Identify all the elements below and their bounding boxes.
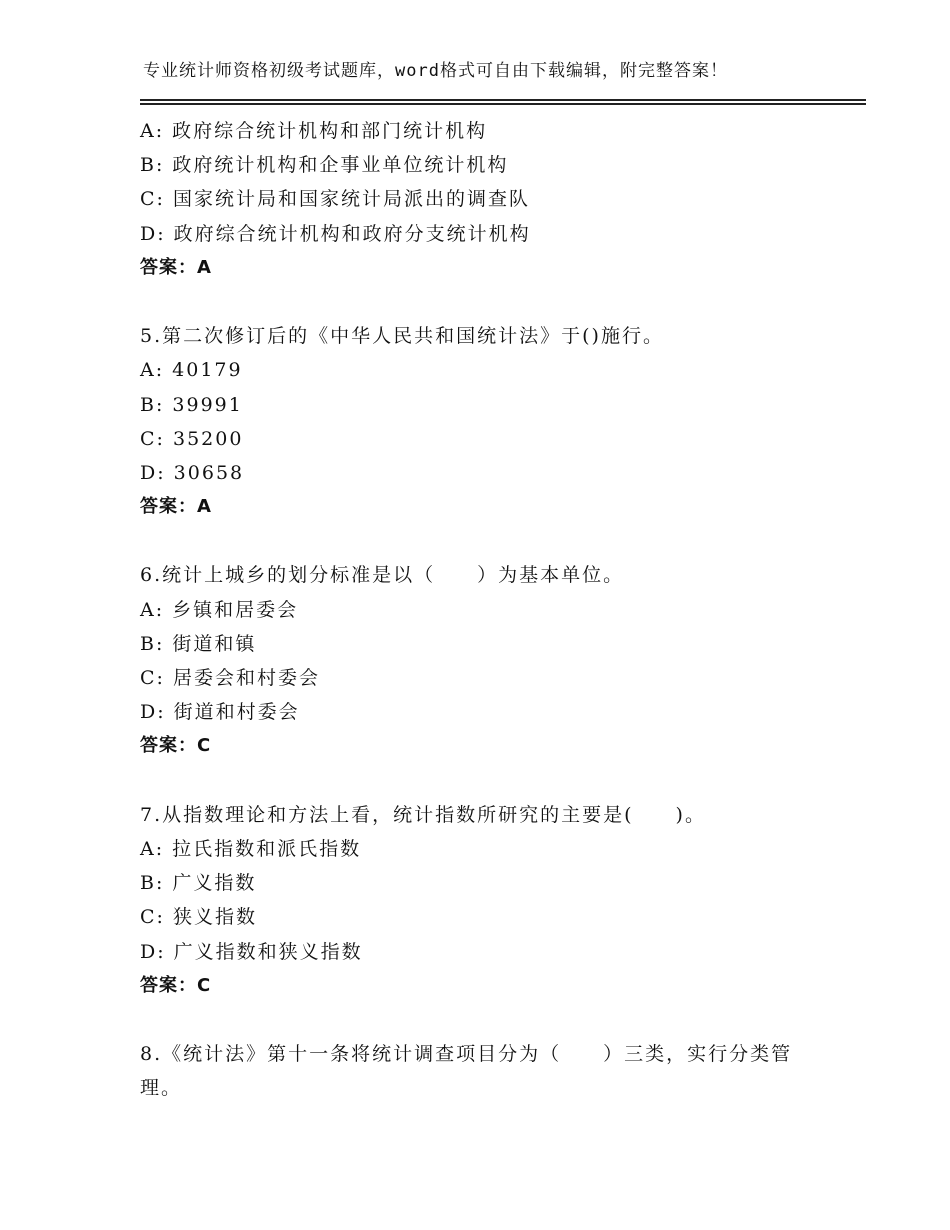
option-d: D: 广义指数和狭义指数 (140, 940, 363, 963)
option-c: C: 狭义指数 (140, 906, 257, 929)
answer: 答案：A (140, 256, 212, 278)
option-c: C: 国家统计局和国家统计局派出的调查队 (140, 188, 530, 211)
option-b: B: 街道和镇 (140, 632, 257, 655)
question-text: 8.《统计法》第十一条将统计调查项目分为（ ）三类，实行分类管理。 (140, 1043, 793, 1100)
question-4 (140, 114, 840, 285)
option-d: D: 政府综合统计机构和政府分支统计机构 (140, 222, 531, 245)
option-b: B: 39991 (140, 393, 243, 416)
option-c: C: 居委会和村委会 (140, 667, 320, 689)
question-list (140, 114, 840, 1105)
answer: 答案：C (140, 974, 212, 996)
option-a: A: 政府综合统计机构和部门统计机构 (140, 120, 488, 142)
option-b: B: 广义指数 (140, 872, 257, 895)
question-6 (140, 558, 840, 763)
question-8 (140, 1037, 840, 1105)
option-a: A: 乡镇和居委会 (140, 598, 299, 621)
question-7 (140, 798, 840, 1003)
header-divider-bottom (140, 103, 866, 105)
document-header: 专业统计师资格初级考试题库，word格式可自由下载编辑，附完整答案！ (143, 61, 728, 81)
question-5 (140, 319, 840, 524)
question-text: 5.第二次修订后的《中华人民共和国统计法》于()施行。 (140, 325, 664, 348)
option-d: D: 30658 (140, 461, 245, 484)
option-b: B: 政府统计机构和企事业单位统计机构 (140, 154, 509, 177)
question-text: 7.从指数理论和方法上看，统计指数所研究的主要是( )。 (140, 803, 706, 826)
option-c: C: 35200 (140, 427, 244, 450)
option-d: D: 街道和村委会 (140, 701, 300, 724)
option-a: A: 拉氏指数和派氏指数 (140, 837, 362, 860)
header-divider-top (140, 99, 866, 101)
question-text: 6.统计上城乡的划分标准是以（ ）为基本单位。 (140, 564, 625, 587)
option-a: A: 40179 (140, 359, 243, 382)
answer: 答案：A (140, 496, 212, 518)
answer: 答案：C (140, 735, 212, 757)
